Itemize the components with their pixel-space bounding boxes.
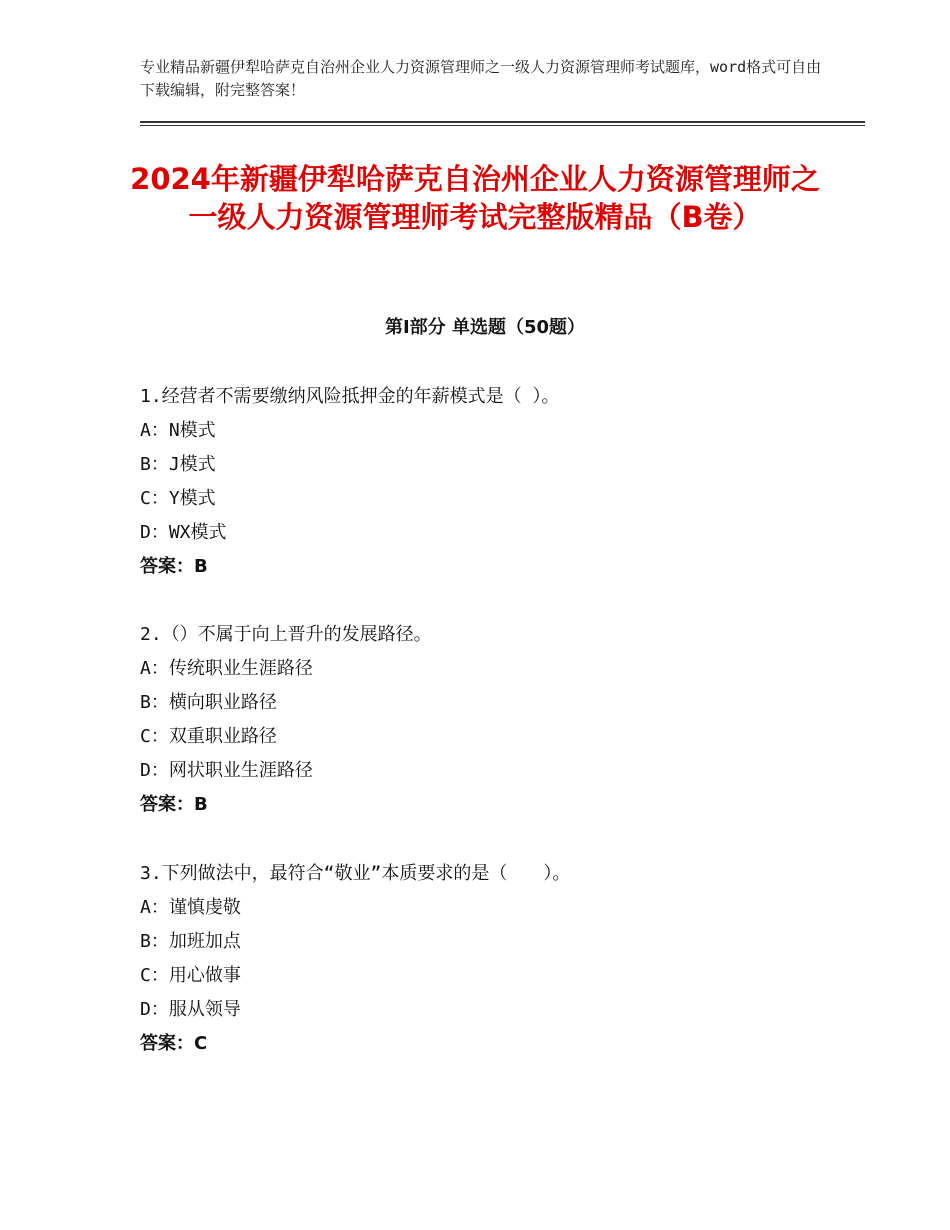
document-title: 2024年新疆伊犁哈萨克自治州企业人力资源管理师之一级人力资源管理师考试完整版精品（B卷） xyxy=(130,162,820,234)
option-b: B：加班加点 xyxy=(140,931,241,952)
option-b: B：横向职业路径 xyxy=(140,692,277,713)
answer-line: 答案：B xyxy=(140,556,208,577)
option-b: B：J模式 xyxy=(140,454,216,475)
question-3 xyxy=(140,857,840,1061)
question-1 xyxy=(140,380,840,584)
option-d: D：WX模式 xyxy=(140,522,227,543)
answer-line: 答案：C xyxy=(140,1033,208,1054)
header-divider-thin xyxy=(140,125,865,126)
header-divider-thick xyxy=(140,121,865,123)
option-a: A：N模式 xyxy=(140,420,216,441)
answer-line: 答案：B xyxy=(140,794,208,815)
question-stem: 1.经营者不需要缴纳风险抵押金的年薪模式是（ ）。 xyxy=(140,386,560,407)
option-d: D：服从领导 xyxy=(140,999,241,1020)
question-2 xyxy=(140,618,840,822)
option-a: A：谨慎虔敬 xyxy=(140,897,241,918)
option-c: C：双重职业路径 xyxy=(140,726,277,747)
option-d: D：网状职业生涯路径 xyxy=(140,760,313,781)
question-stem: 2.（）不属于向上晋升的发展路径。 xyxy=(140,624,432,645)
section-heading: 第Ⅰ部分 单选题（50题） xyxy=(384,317,585,338)
option-a: A：传统职业生涯路径 xyxy=(140,658,313,679)
question-stem: 3.下列做法中，最符合“敬业”本质要求的是（ ）。 xyxy=(140,863,571,884)
header-note: 专业精品新疆伊犁哈萨克自治州企业人力资源管理师之一级人力资源管理师考试题库，word格式可自由下载编辑，附完整答案！ xyxy=(140,58,822,99)
option-c: C：用心做事 xyxy=(140,965,241,986)
option-c: C：Y模式 xyxy=(140,488,216,509)
